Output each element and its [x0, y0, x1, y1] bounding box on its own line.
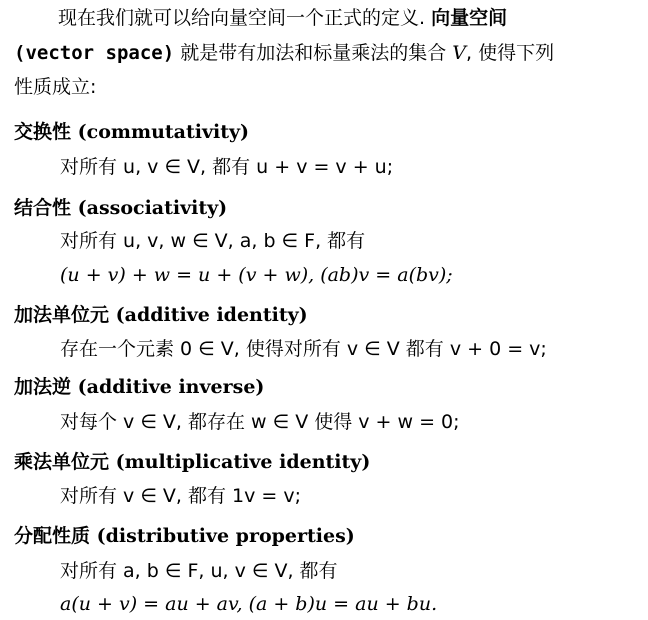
- intro-text: , 使得下列: [466, 42, 555, 64]
- intro-text: 就是带有加法和标量乘法的集合: [180, 42, 447, 64]
- property-statement: 存在一个元素 0 ∈ V, 使得对所有 v ∈ V 都有 v + 0 = v;: [60, 338, 547, 360]
- property-title-en: (associativity): [77, 197, 228, 219]
- intro-line-2: [14, 41, 554, 65]
- property-heading-multiplicative-identity: [14, 450, 370, 474]
- property-title-zh: 结合性: [14, 197, 72, 219]
- property-statement: 对所有 u, v ∈ V, 都有 u + v = v + u;: [60, 156, 394, 178]
- property-heading-additive-identity: [14, 303, 308, 327]
- property-statement: 对每个 v ∈ V, 都存在 w ∈ V 使得 v + w = 0;: [60, 411, 460, 433]
- term-vector-space: 向量空间: [431, 7, 508, 29]
- property-title-zh: 乘法单位元: [14, 451, 110, 473]
- property-title-zh: 加法逆: [14, 376, 72, 398]
- set-symbol: V: [452, 42, 466, 64]
- property-statement: 对所有 u, v, w ∈ V, a, b ∈ F, 都有: [60, 230, 366, 252]
- property-title-en: (distributive properties): [96, 525, 355, 547]
- property-heading-associativity: [14, 196, 227, 220]
- property-title-zh: 交换性: [14, 121, 72, 143]
- property-formula: (u + v) + w = u + (v + w), (ab)v = a(bv);: [60, 264, 453, 286]
- property-title-en: (additive inverse): [77, 376, 265, 398]
- property-statement: 对所有 a, b ∈ F, u, v ∈ V, 都有: [60, 560, 338, 582]
- property-heading-additive-inverse: [14, 375, 264, 399]
- property-title-en: (additive identity): [115, 304, 308, 326]
- intro-line-1: [58, 6, 507, 30]
- property-title-en: (multiplicative identity): [115, 451, 371, 473]
- property-heading-commutativity: [14, 120, 249, 144]
- property-title-en: (commutativity): [77, 121, 250, 143]
- property-heading-distributive: [14, 524, 355, 548]
- intro-line-3: 性质成立:: [14, 76, 97, 98]
- property-title-zh: 分配性质: [14, 525, 91, 547]
- property-title-zh: 加法单位元: [14, 304, 110, 326]
- term-vector-space-en: (vector space): [14, 42, 175, 64]
- intro-text: 现在我们就可以给向量空间一个正式的定义.: [58, 7, 426, 29]
- property-statement: 对所有 v ∈ V, 都有 1v = v;: [60, 485, 302, 507]
- property-formula: a(u + v) = au + av, (a + b)u = au + bu.: [60, 593, 438, 615]
